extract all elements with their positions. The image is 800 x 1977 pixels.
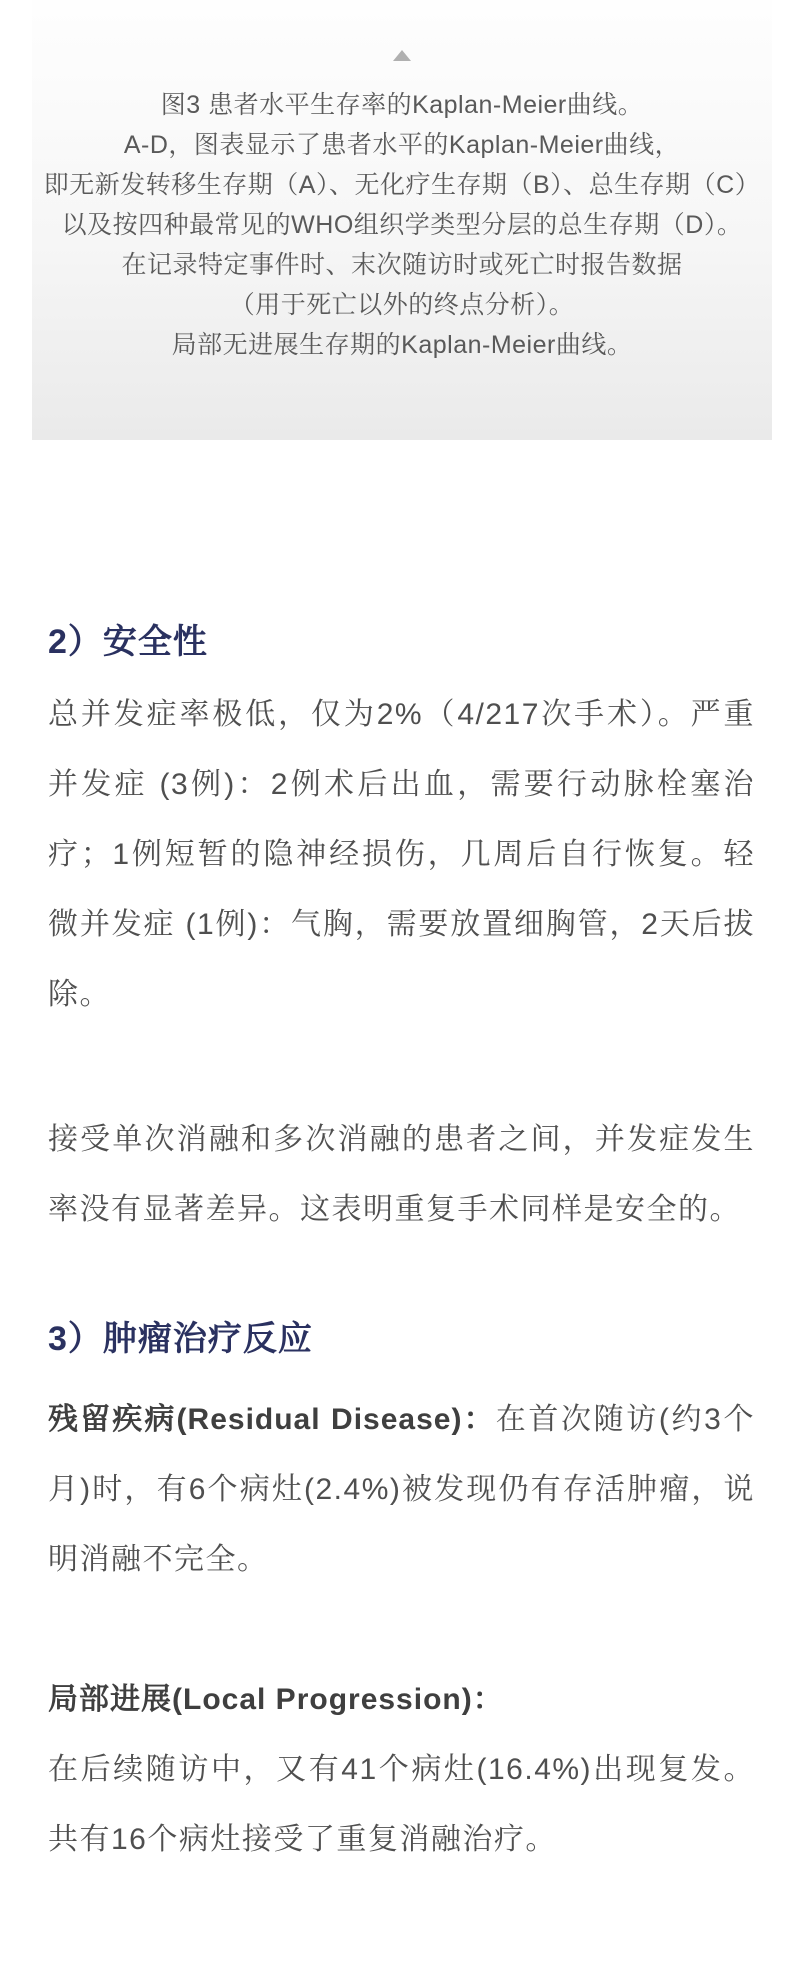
residual-disease-label: 残留疾病(Residual Disease)： [48,1403,496,1436]
caption-line: 图3 患者水平生存率的Kaplan-Meier曲线。 [160,91,644,119]
caption-line: 在记录特定事件时、末次随访时或死亡时报告数据 [121,251,683,279]
residual-disease-paragraph [48,1385,755,1595]
local-progression-label: 局部进展(Local Progression)： [48,1683,504,1716]
residual-disease-text: 在首次随访(约3个月)时，有6个病灶(2.4%)被发现仍有存活肿瘤，说明消融不完全。 [48,1403,755,1576]
figure-caption-card [32,0,772,440]
local-progression-label-line [48,1665,755,1735]
caption-line: 以及按四种最常见的WHO组织学类型分层的总生存期（D）。 [61,211,743,239]
safety-paragraph-complications: 总并发症率极低，仅为2%（4/217次手术）。严重并发症 (3例)：2例术后出血，需要行动脉栓塞治疗；1例短暂的隐神经损伤，几周后自行恢复。轻微并发症 (1例)：气胸，需要放置细胸管，2天后拔除。 [48,698,755,1011]
caption-line: 局部无进展生存期的Kaplan-Meier曲线。 [171,331,633,359]
caption-line: （用于死亡以外的终点分析）。 [229,291,575,319]
caption-line: A-D，图表显示了患者水平的Kaplan-Meier曲线， [123,131,681,159]
local-progression-paragraph: 在后续随访中，又有41个病灶(16.4%)出现复发。共有16个病灶接受了重复消融治疗。 [48,1753,755,1856]
section-heading-safety: 2）安全性 [48,623,208,661]
safety-paragraph-repeat-safety: 接受单次消融和多次消融的患者之间，并发症发生率没有显著差异。这表明重复手术同样是安全的。 [48,1123,755,1226]
section-heading-tumor-response: 3）肿瘤治疗反应 [48,1320,313,1358]
article-body [0,618,800,1905]
figure-caption [32,85,772,365]
collapse-triangle-icon [393,50,411,61]
caption-line: 即无新发转移生存期（A）、无化疗生存期（B）、总生存期（C） [43,171,761,199]
